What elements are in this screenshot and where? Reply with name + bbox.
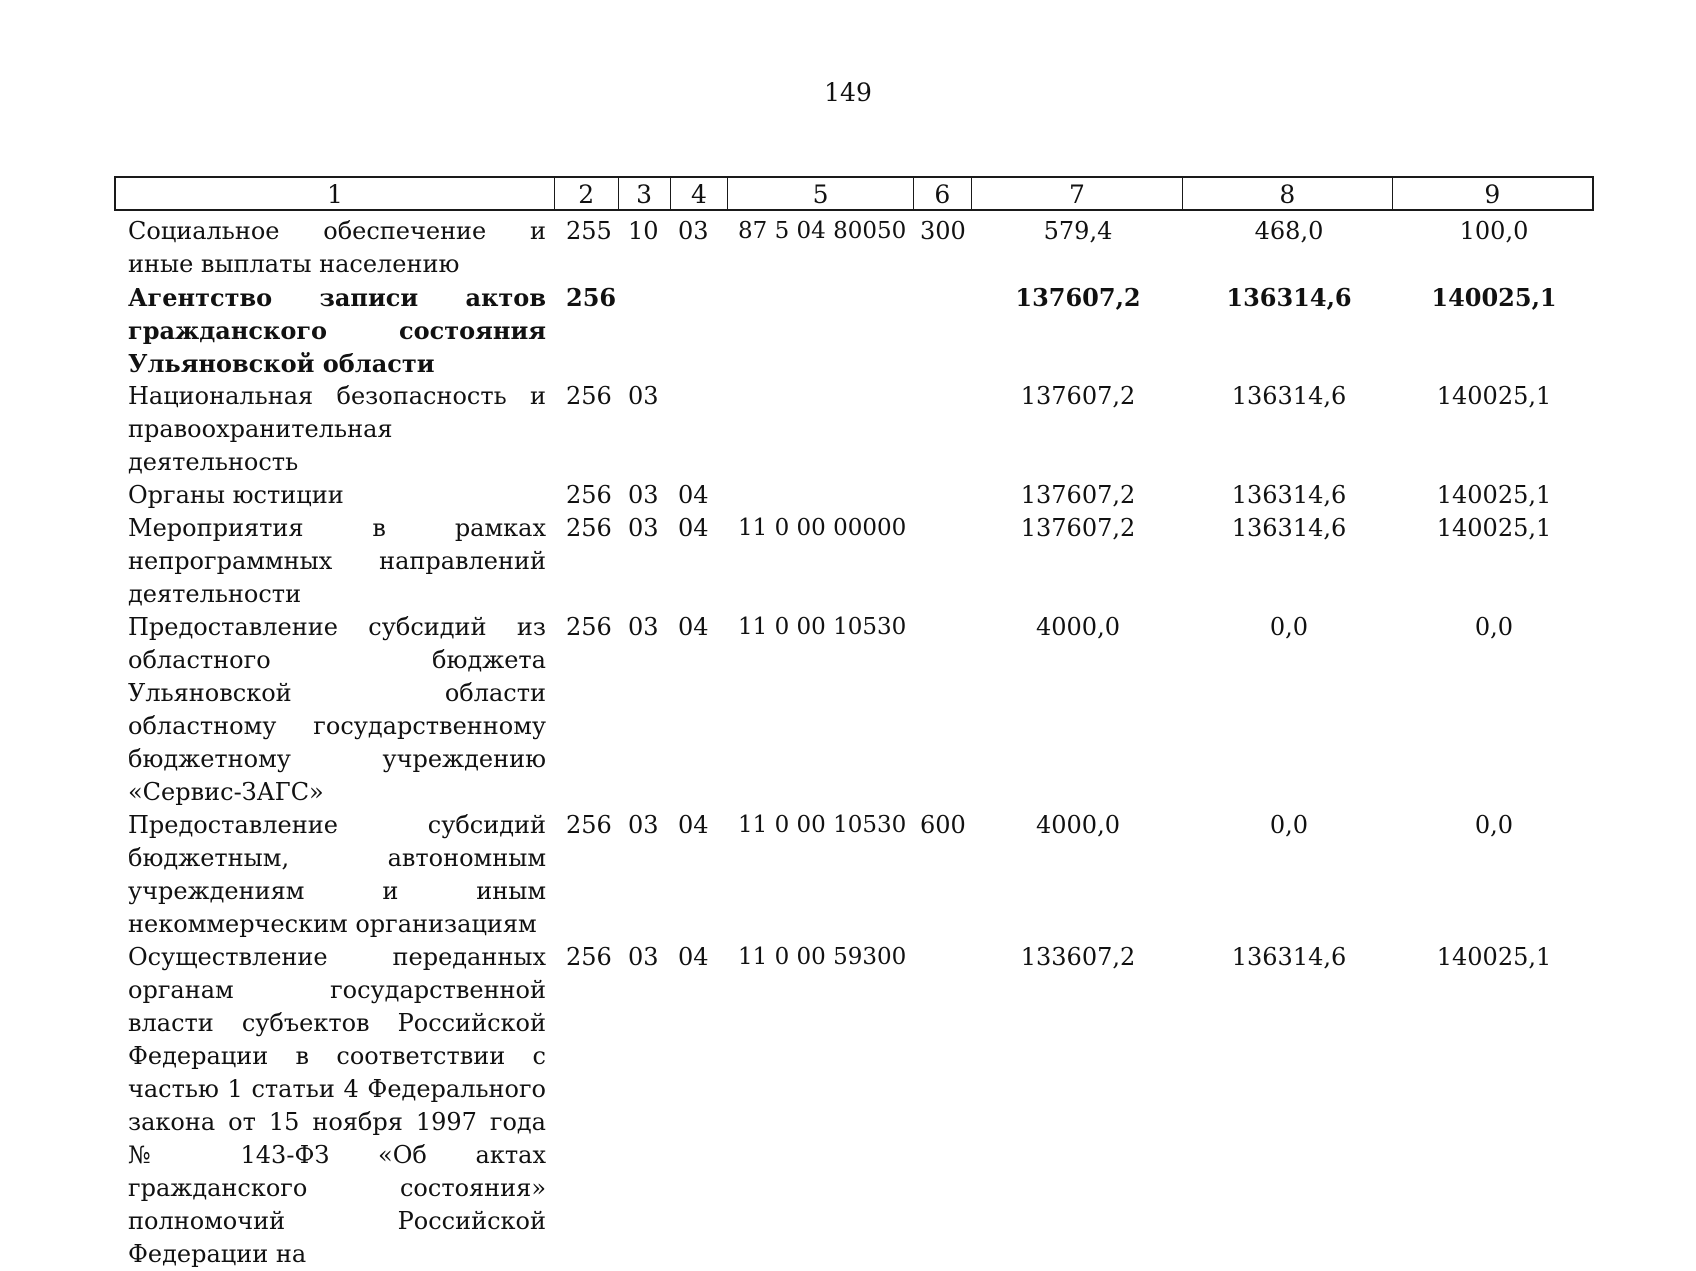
row-value-col-9: 0,0 (1474, 811, 1514, 839)
row-target-article: 11 0 00 10530 (738, 812, 907, 838)
row-value-col-9: 140025,1 (1431, 283, 1557, 312)
header-col-2: 2 (555, 178, 619, 209)
row-section: 03 (628, 514, 659, 542)
row-expense-type (914, 380, 972, 479)
table-row (114, 380, 1594, 479)
row-expense-type (914, 611, 972, 809)
table-header (114, 176, 1594, 211)
row-section: 03 (628, 481, 659, 509)
table-row (114, 611, 1594, 809)
row-value-col-8: 136314,6 (1231, 481, 1347, 509)
header-col-3: 3 (619, 178, 671, 209)
row-name: Социальное обеспечение и иные выплаты населению (128, 217, 546, 278)
row-value-col-8: 136314,6 (1231, 943, 1347, 971)
row-value-col-9: 140025,1 (1436, 943, 1552, 971)
row-value-col-7: 4000,0 (1036, 613, 1120, 641)
header-col-7: 7 (972, 178, 1183, 209)
row-value-col-9: 100,0 (1459, 217, 1529, 245)
row-target-article (728, 479, 914, 512)
header-col-9: 9 (1484, 180, 1501, 209)
row-code: 256 (566, 481, 612, 509)
row-value-col-9: 0,0 (1474, 613, 1514, 641)
row-name: Предоставление субсидий из областного бюджета Ульяновской области областному государственному бюджетному учреждению «Сервис-ЗАГС» (128, 613, 546, 806)
row-target-article: 11 0 00 59300 (738, 944, 907, 970)
row-subsection: 04 (678, 613, 709, 641)
row-value-col-7: 4000,0 (1036, 811, 1120, 839)
header-col-1: 1 (116, 178, 555, 209)
row-value-col-8: 136314,6 (1226, 283, 1352, 312)
row-subsection (670, 281, 728, 380)
row-name: Агентство записи актов гражданского состояния Ульяновской области (128, 283, 546, 378)
row-expense-type: 300 (920, 217, 966, 245)
row-expense-type: 600 (920, 811, 966, 839)
table-row (114, 281, 1594, 380)
row-value-col-7: 137607,2 (1020, 481, 1136, 509)
row-target-article (728, 281, 914, 380)
header-col-6: 6 (914, 178, 972, 209)
row-target-article: 11 0 00 00000 (738, 515, 907, 541)
header-col-5: 5 (728, 178, 914, 209)
row-section: 03 (628, 943, 659, 971)
row-expense-type (914, 479, 972, 512)
row-value-col-7: 137607,2 (1020, 514, 1136, 542)
row-value-col-7: 137607,2 (1015, 283, 1141, 312)
row-subsection: 04 (678, 481, 709, 509)
row-target-article (728, 380, 914, 479)
row-name: Мероприятия в рамках непрограммных направлений деятельности (128, 514, 546, 608)
row-expense-type (914, 512, 972, 611)
row-value-col-9: 140025,1 (1436, 514, 1552, 542)
row-section: 03 (628, 613, 659, 641)
header-col-8: 8 (1183, 178, 1392, 209)
row-value-col-8: 0,0 (1269, 811, 1309, 839)
row-section (618, 281, 670, 380)
row-value-col-8: 468,0 (1254, 217, 1324, 245)
row-code: 256 (566, 283, 617, 312)
row-target-article: 87 5 04 80050 (738, 218, 907, 244)
header-col-4: 4 (671, 178, 729, 209)
row-code: 256 (566, 811, 612, 839)
row-value-col-7: 579,4 (1043, 217, 1113, 245)
page-number: 149 (824, 78, 872, 107)
table-row (114, 512, 1594, 611)
row-section: 03 (628, 811, 659, 839)
row-code: 256 (566, 613, 612, 641)
row-name: Предоставление субсидий бюджетным, автономным учреждениям и иным некоммерческим организациям (128, 811, 546, 938)
budget-table (114, 176, 1594, 1271)
row-code: 256 (566, 943, 612, 971)
row-value-col-7: 133607,2 (1020, 943, 1136, 971)
row-name: Органы юстиции (128, 481, 344, 509)
row-value-col-8: 0,0 (1269, 613, 1309, 641)
row-expense-type (914, 281, 972, 380)
row-subsection (670, 380, 728, 479)
row-subsection: 04 (678, 811, 709, 839)
row-section: 10 (628, 217, 659, 245)
row-value-col-8: 136314,6 (1231, 514, 1347, 542)
table-row (114, 479, 1594, 512)
row-value-col-9: 140025,1 (1436, 481, 1552, 509)
row-code: 255 (566, 217, 612, 245)
row-code: 256 (566, 514, 612, 542)
row-subsection: 04 (678, 943, 709, 971)
row-subsection: 04 (678, 514, 709, 542)
table-row (114, 809, 1594, 941)
table-body (114, 215, 1594, 1271)
row-value-col-7: 137607,2 (1020, 382, 1136, 410)
row-value-col-8: 136314,6 (1231, 382, 1347, 410)
row-subsection: 03 (678, 217, 709, 245)
row-target-article: 11 0 00 10530 (738, 614, 907, 640)
row-name: Осуществление переданных органам государственной власти субъектов Российской Федерации в соответствии с частью 1 статьи 4 Федерального закона от 15 ноября 1997 года № 143-ФЗ «Об актах гражданского состояния» полномочий Российской Федерации на (128, 943, 546, 1268)
table-row (114, 941, 1594, 1271)
row-name: Национальная безопасность и правоохранительная деятельность (128, 382, 546, 476)
row-section: 03 (628, 382, 659, 410)
row-value-col-9: 140025,1 (1436, 382, 1552, 410)
row-code: 256 (566, 382, 612, 410)
table-row (114, 215, 1594, 281)
row-expense-type (914, 941, 972, 1271)
